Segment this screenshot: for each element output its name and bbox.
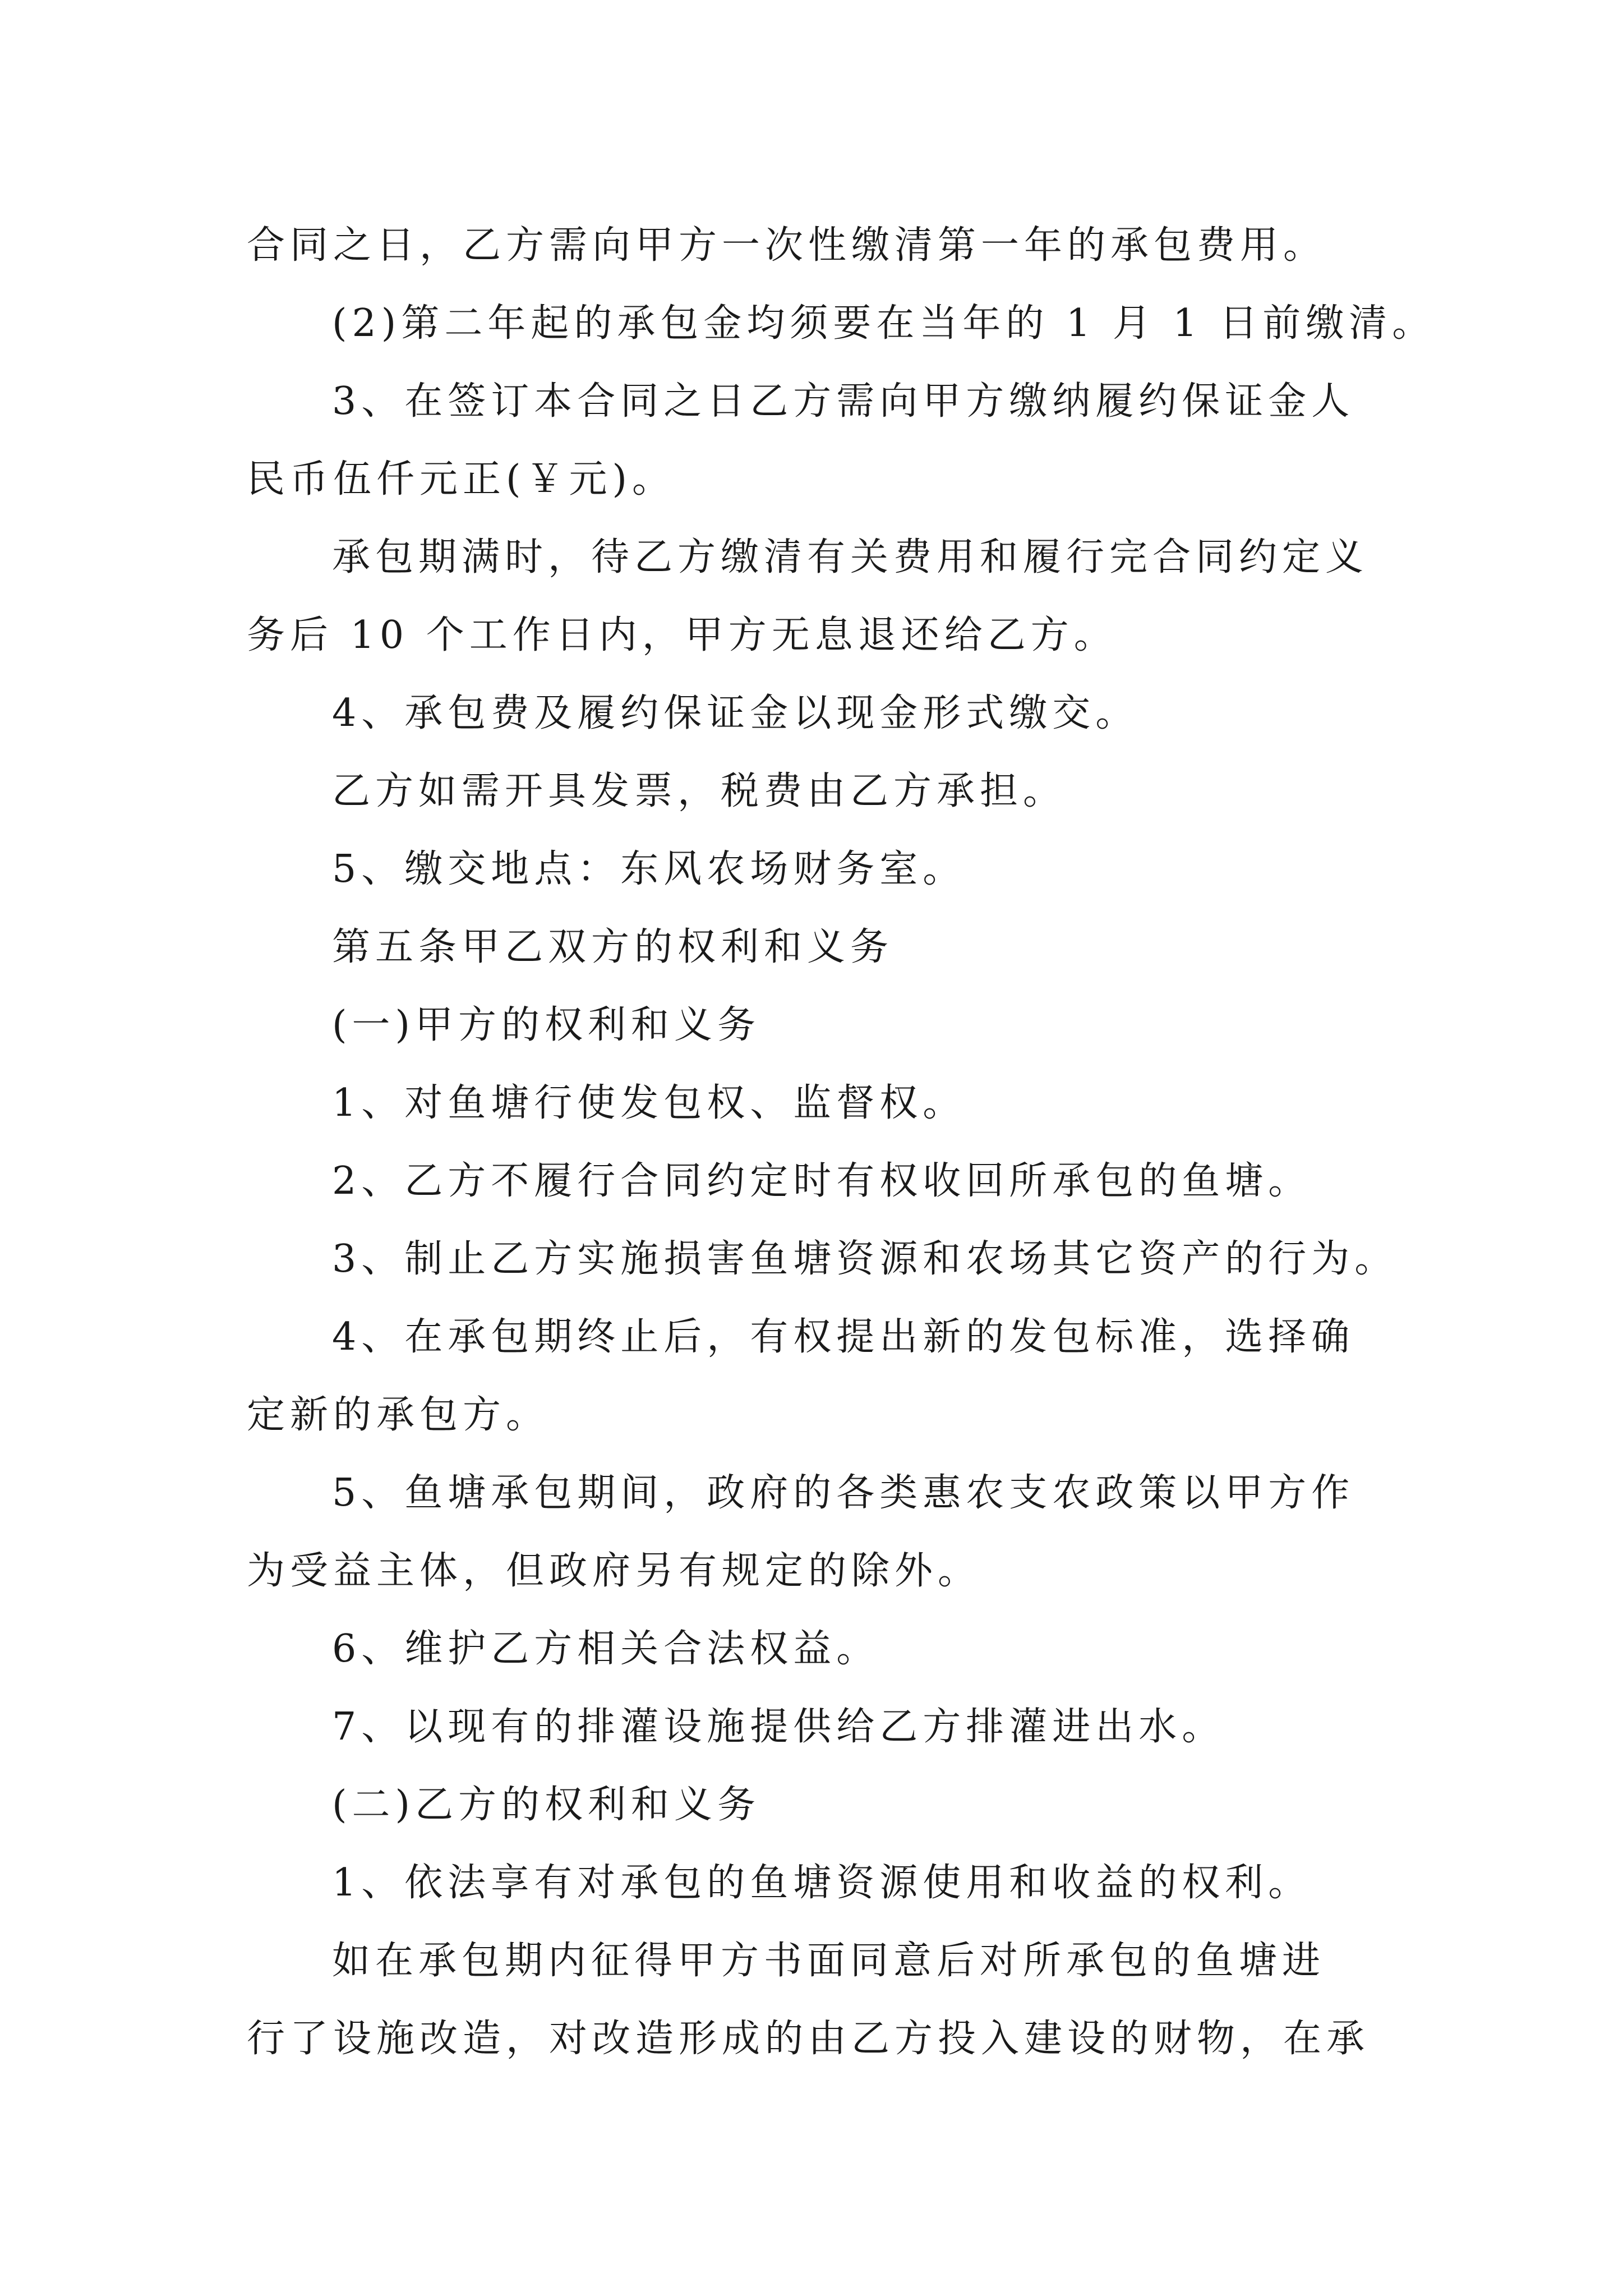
- text-line: 务后 10 个工作日内，甲方无息退还给乙方。: [247, 613, 1117, 657]
- text-line: 民币伍仟元正(￥元)。: [247, 457, 676, 501]
- subsection-heading: (一)甲方的权利和义务: [332, 1003, 761, 1047]
- text-line: 1、依法享有对承包的鱼塘资源使用和收益的权利。: [332, 1861, 1312, 1905]
- text-line: 5、缴交地点：东风农场财务室。: [332, 847, 966, 891]
- text-line: 4、承包费及履约保证金以现金形式缴交。: [332, 691, 1139, 735]
- text-line: 3、制止乙方实施损害鱼塘资源和农场其它资产的行为。: [332, 1237, 1398, 1281]
- text-line: 3、在签订本合同之日乙方需向甲方缴纳履约保证金人: [332, 379, 1355, 424]
- text-line: 乙方如需开具发票，税费由乙方承担。: [332, 769, 1067, 813]
- text-line: 如在承包期内征得甲方书面同意后对所承包的鱼塘进: [332, 1939, 1326, 1983]
- contract-text: [247, 206, 1436, 2078]
- text-line: 承包期满时，待乙方缴清有关费用和履行完合同约定义: [332, 535, 1369, 579]
- text-line: 1、对鱼塘行使发包权、监督权。: [332, 1081, 966, 1125]
- subsection-heading: (二)乙方的权利和义务: [332, 1783, 761, 1827]
- text-line: 行了设施改造，对改造形成的由乙方投入建设的财物，在承: [247, 2017, 1370, 2061]
- text-line: 合同之日，乙方需向甲方一次性缴清第一年的承包费用。: [247, 223, 1327, 268]
- text-line: 4、在承包期终止后，有权提出新的发包标准，选择确: [332, 1315, 1355, 1359]
- text-line: 2、乙方不履行合同约定时有权收回所承包的鱼塘。: [332, 1159, 1312, 1203]
- text-line: 7、以现有的排灌设施提供给乙方排灌进出水。: [332, 1705, 1225, 1749]
- section-heading: 第五条甲乙双方的权利和义务: [332, 925, 894, 969]
- text-line: 6、维护乙方相关合法权益。: [332, 1627, 880, 1671]
- text-line: 为受益主体，但政府另有规定的除外。: [247, 1549, 981, 1593]
- text-line: (2)第二年起的承包金均须要在当年的 1 月 1 日前缴清。: [332, 301, 1436, 346]
- text-line: 5、鱼塘承包期间，政府的各类惠农支农政策以甲方作: [332, 1471, 1355, 1515]
- text-line: 定新的承包方。: [247, 1393, 550, 1437]
